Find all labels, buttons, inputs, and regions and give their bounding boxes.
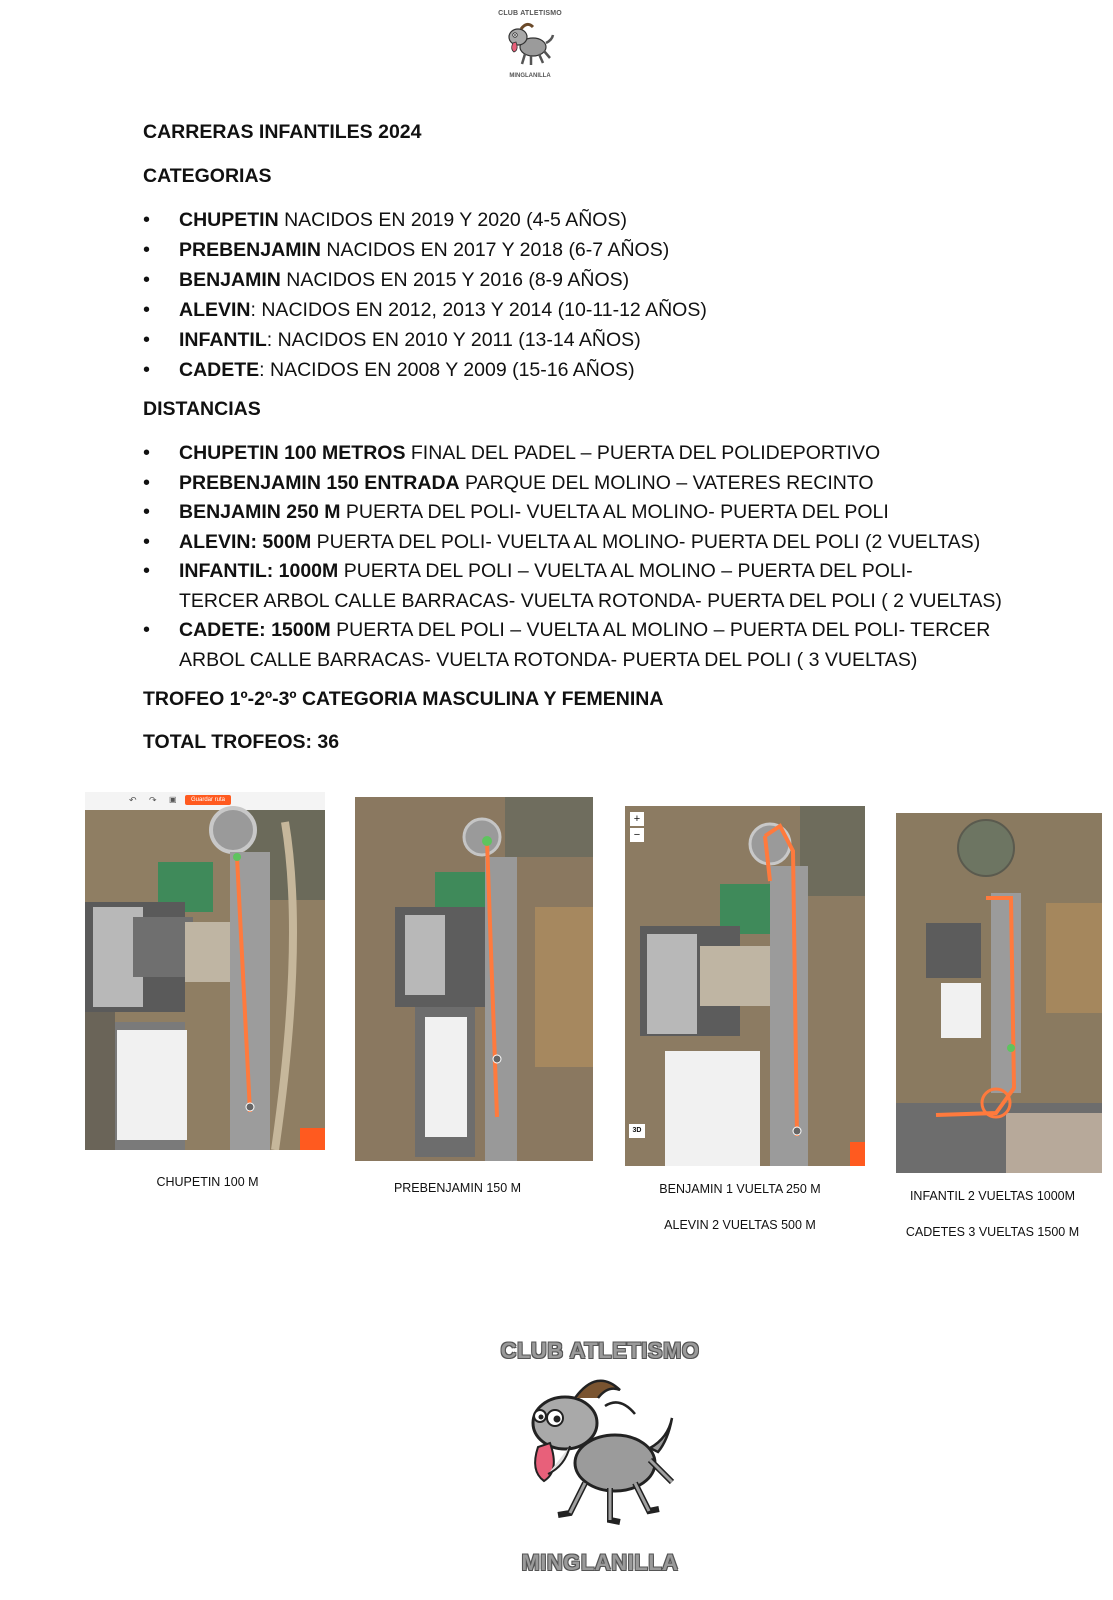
page-title: CARRERAS INFANTILES 2024 bbox=[143, 121, 422, 143]
list-item: • CHUPETIN 100 METROS FINAL DEL PADEL – PUERTA DEL POLIDEPORTIVO bbox=[143, 439, 1003, 469]
route-map-infantil-cadete bbox=[896, 813, 1102, 1173]
zoom-in-button[interactable]: + bbox=[630, 812, 644, 826]
list-item: • BENJAMIN 250 M PUERTA DEL POLI- VUELTA AL MOLINO- PUERTA DEL POLI bbox=[143, 498, 1003, 528]
route-map-benjamin-alevin bbox=[625, 806, 865, 1166]
list-item: • ALEVIN: 500M PUERTA DEL POLI- VUELTA AL MOLINO- PUERTA DEL POLI (2 VUELTAS) bbox=[143, 528, 1003, 558]
list-item: • PREBENJAMIN NACIDOS EN 2017 Y 2018 (6-7 AÑOS) bbox=[143, 235, 1003, 265]
map-caption: ALEVIN 2 VUELTAS 500 M bbox=[664, 1218, 816, 1232]
logo-title: CLUB ATLETISMO bbox=[498, 10, 562, 17]
trash-icon[interactable]: ▣ bbox=[169, 795, 177, 804]
total-trophies: TOTAL TROFEOS: 36 bbox=[143, 731, 340, 753]
list-item: • INFANTIL: 1000M PUERTA DEL POLI – VUELTA AL MOLINO – PUERTA DEL POLI- TERCER ARBOL CALLE BARRACAS- VUELTA ROTONDA- PUERTA DEL POLI ( 2 VUELTAS) bbox=[143, 557, 1003, 616]
list-item: • PREBENJAMIN 150 ENTRADA PARQUE DEL MOLINO – VATERES RECINTO bbox=[143, 469, 1003, 499]
trophy-line: TROFEO 1º-2º-3º CATEGORIA MASCULINA Y FEMENINA bbox=[143, 688, 664, 710]
goat-mascot-icon bbox=[510, 1368, 690, 1538]
list-item: • INFANTIL: NACIDOS EN 2010 Y 2011 (13-14 AÑOS) bbox=[143, 325, 1003, 355]
map-caption: PREBENJAMIN 150 M bbox=[393, 1181, 522, 1195]
list-item: • BENJAMIN NACIDOS EN 2015 Y 2016 (8-9 AÑOS) bbox=[143, 265, 1003, 295]
route-map-chupetin bbox=[85, 792, 325, 1150]
view-3d-button[interactable]: 3D bbox=[629, 1124, 645, 1138]
map-caption: INFANTIL 2 VUELTAS 1000M bbox=[909, 1189, 1076, 1203]
distances-heading: DISTANCIAS bbox=[143, 398, 261, 420]
zoom-out-button[interactable]: − bbox=[630, 828, 644, 842]
map-caption: CHUPETIN 100 M bbox=[156, 1175, 259, 1189]
list-item: • CADETE: NACIDOS EN 2008 Y 2009 (15-16 AÑOS) bbox=[143, 355, 1003, 385]
map-caption: CADETES 3 VUELTAS 1500 M bbox=[905, 1225, 1080, 1239]
club-logo-top bbox=[490, 10, 570, 92]
list-item: • CADETE: 1500M PUERTA DEL POLI – VUELTA AL MOLINO – PUERTA DEL POLI- TERCER ARBOL CALLE BARRACAS- VUELTA ROTONDA- PUERTA DEL POLI ( 3 VUELTAS) bbox=[143, 616, 1003, 675]
map-caption: BENJAMIN 1 VUELTA 250 M bbox=[659, 1182, 821, 1196]
logo-subtitle: MINGLANILLA bbox=[509, 73, 551, 79]
undo-icon[interactable]: ↶ bbox=[129, 795, 137, 805]
distances-list bbox=[143, 439, 1003, 675]
list-item: • ALEVIN: NACIDOS EN 2012, 2013 Y 2014 (10-11-12 AÑOS) bbox=[143, 295, 1003, 325]
list-item: • CHUPETIN NACIDOS EN 2019 Y 2020 (4-5 AÑOS) bbox=[143, 205, 1003, 235]
redo-icon[interactable]: ↷ bbox=[149, 795, 157, 805]
save-route-button[interactable]: Guardar ruta bbox=[185, 795, 231, 805]
logo-subtitle: MINGLANILLA bbox=[521, 1550, 679, 1575]
categories-heading: CATEGORIAS bbox=[143, 165, 272, 187]
logo-title: CLUB ATLETISMO bbox=[500, 1338, 700, 1363]
route-map-prebenjamin bbox=[355, 797, 593, 1161]
club-logo-bottom bbox=[500, 1338, 700, 1588]
categories-list bbox=[143, 205, 1003, 385]
goat-mascot-icon bbox=[503, 19, 557, 71]
